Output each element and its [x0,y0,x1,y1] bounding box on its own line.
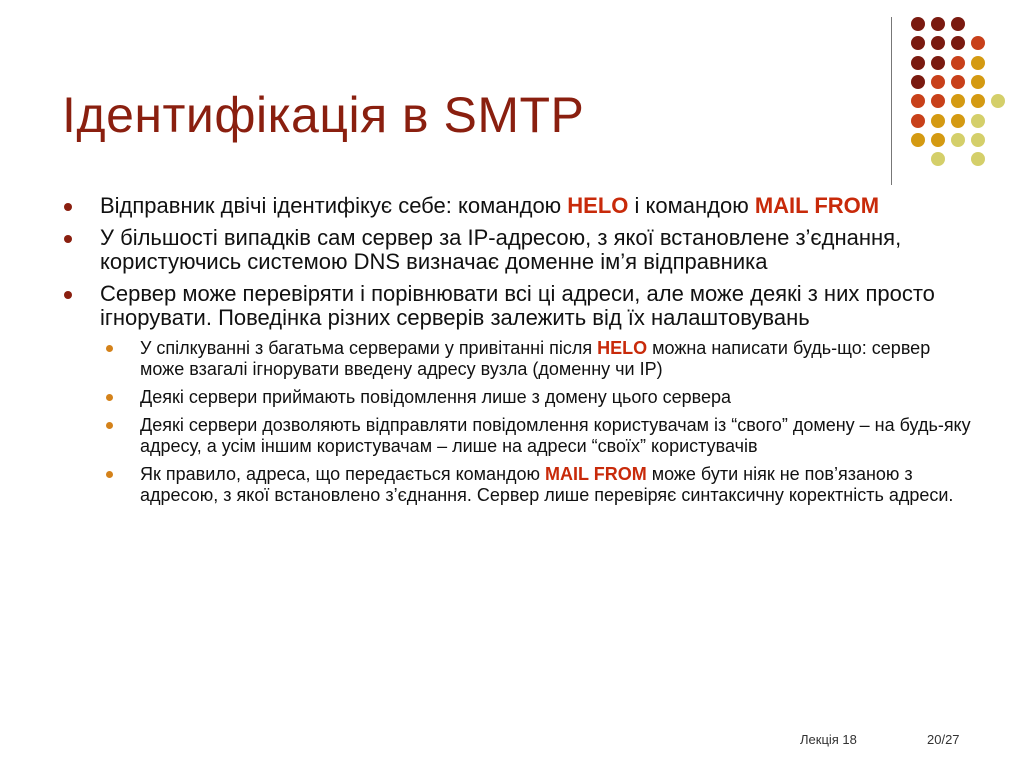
subbullet-text [140,338,930,379]
bullet-text: Сервер може перевіряти і порівнювати всі ці адреси, але може деякі з них просто ігнорувати. Поведінка різних серверів залежить від їх налаштовувань [100,281,935,330]
decorative-dot [911,56,925,70]
subbullet-text [140,464,953,505]
decorative-dot [951,56,965,70]
subbullet-item [62,387,972,408]
footer-page-number: 20/27 [927,732,960,747]
decorative-dot [931,133,945,147]
decorative-dot [931,17,945,31]
decorative-dot [971,56,985,70]
decorative-dot [931,56,945,70]
text-segment: може бути ніяк не пов’язаною з адресою, з якої встановлено з’єднання. Сервер лише перевіряє синтаксичну коректність адреси. [140,464,954,505]
command-highlight: MAIL FROM [545,464,647,484]
decorative-dot [951,114,965,128]
decorative-dot [911,36,925,50]
decorative-dot [931,114,945,128]
decorative-dot [971,114,985,128]
decorative-dot [931,36,945,50]
text-segment: і командою [628,193,755,218]
subbullet-dot [106,471,113,478]
bullet-dot [64,203,72,211]
bullet-text [100,193,879,218]
slide-title: Ідентифікація в SMTP [62,87,585,143]
decorative-dot [971,36,985,50]
bullet-item [62,282,972,330]
subbullet-text: Деякі сервери приймають повідомлення лише з домену цього сервера [140,387,732,407]
decorative-dot [931,75,945,89]
decorative-dot [951,94,965,108]
bullet-dot [64,291,72,299]
subbullet-item [62,338,972,380]
decorative-dot [991,94,1005,108]
slide-content [62,194,972,513]
subbullet-dot [106,345,113,352]
text-segment: Як правило, адреса, що передається командою [140,464,546,484]
subbullet-dot [106,422,113,429]
bullet-text: У більшості випадків сам сервер за IP-адресою, з якої встановлене з’єднання, користуючись системою DNS визначає доменне ім’я відправника [100,225,902,274]
text-segment: можна написати будь-що: сервер може взагалі ігнорувати введену адресу вузла (доменну чи IP) [140,338,931,379]
text-segment: Відправник двічі ідентифікує себе: командою [100,193,568,218]
decorative-dot [911,75,925,89]
footer-lecture: Лекція 18 [800,732,857,747]
decorative-dot [911,133,925,147]
subbullet-item [62,415,972,457]
decorative-dot [951,133,965,147]
command-highlight: HELO [567,193,629,218]
decorative-dot [911,114,925,128]
decorative-dot [931,152,945,166]
bullet-item [62,226,972,274]
bullet-item [62,194,972,218]
decorative-dot [911,17,925,31]
subbullet-dot [106,394,113,401]
decorative-divider [891,17,892,185]
decorative-dot [951,75,965,89]
decorative-dot [971,94,985,108]
text-segment: У спілкуванні з багатьма серверами у привітанні після [140,338,598,358]
decorative-dot [971,75,985,89]
subbullet-item [62,464,972,506]
decorative-dot [951,17,965,31]
decorative-dot [911,94,925,108]
decorative-dot [931,94,945,108]
decorative-dot [951,36,965,50]
command-highlight: HELO [597,338,648,358]
bullet-dot [64,235,72,243]
decorative-dot [971,152,985,166]
decorative-dot [971,133,985,147]
subbullet-text: Деякі сервери дозволяють відправляти повідомлення користувачам із “свого” домену – на будь-яку адресу, а усім іншим користувачам – лише на адреси “своїх” користувачів [140,415,971,456]
command-highlight: MAIL FROM [754,193,880,218]
